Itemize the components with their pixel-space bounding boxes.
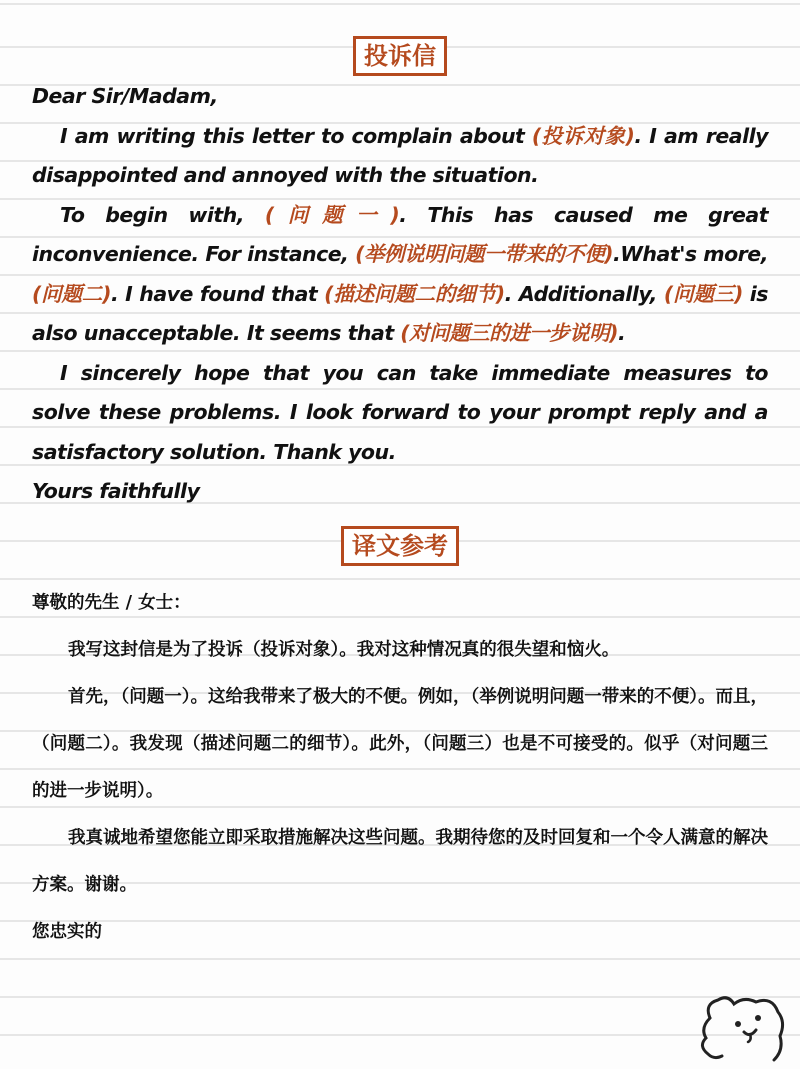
translation-title: 译文参考 xyxy=(341,526,459,566)
para2-text-4: . I have found that xyxy=(110,281,325,306)
letter-title: 投诉信 xyxy=(353,36,447,76)
para2-text-1: To begin with, xyxy=(60,202,265,227)
letter-paragraph-2 xyxy=(32,196,768,354)
placeholder-problem-3: (问题三) xyxy=(663,281,743,306)
placeholder-example: (举例说明问题一带来的不便) xyxy=(355,242,613,266)
translation-paragraph-3: 我真诚地希望您能立即采取措施解决这些问题。我期待您的及时回复和一个令人满意的解决方案。谢谢。 xyxy=(32,828,768,895)
para2-text-3: .What's more, xyxy=(612,242,768,266)
translation-paragraph-1: 我写这封信是为了投诉（投诉对象）。我对这种情况真的很失望和恼火。 xyxy=(68,640,620,660)
translation-paragraph-2: 首先，（问题一）。这给我带来了极大的不便。例如，（举例说明问题一带来的不便）。而且，（问题二）。我发现（描述问题二的细节）。此外，（问题三）也是不可接受的。似乎（对问题三的进一步说明）。 xyxy=(32,687,768,801)
placeholder-complaint-target: (投诉对象) xyxy=(531,123,635,148)
translation-closing: 您忠实的 xyxy=(32,922,102,942)
para1-text-2: . I am really disappointed and annoyed with the situation. xyxy=(32,123,768,187)
placeholder-problem-1: (问题一) xyxy=(264,202,400,227)
letter-paragraph-1 xyxy=(32,117,768,196)
para2-text-6: is also unacceptable. It seems that xyxy=(32,281,768,345)
placeholder-problem-2: (问题二) xyxy=(32,281,111,306)
para2-text-7: . xyxy=(618,321,626,345)
para2-text-5: . Additionally, xyxy=(504,281,664,306)
placeholder-problem-3-explanation: (对问题三的进一步说明) xyxy=(400,321,619,345)
placeholder-problem-2-details: (描述问题二的细节) xyxy=(324,281,505,306)
letter-paragraph-3: I sincerely hope that you can take immediate measures to solve these problems. I look forward to your prompt reply and a satisfactory solution. Thank you. xyxy=(32,360,768,464)
para2-text-2: . This has caused me great inconvenience. For instance, xyxy=(32,202,768,266)
translation-greeting: 尊敬的先生 / 女士： xyxy=(32,593,191,613)
letter-greeting: Dear Sir/Madam, xyxy=(32,84,218,108)
para1-text-1: I am writing this letter to complain about xyxy=(60,123,532,148)
letter-closing: Yours faithfully xyxy=(32,479,200,503)
cartoon-dog-icon xyxy=(700,988,796,1066)
chinese-translation xyxy=(32,580,768,956)
english-letter xyxy=(32,77,768,512)
